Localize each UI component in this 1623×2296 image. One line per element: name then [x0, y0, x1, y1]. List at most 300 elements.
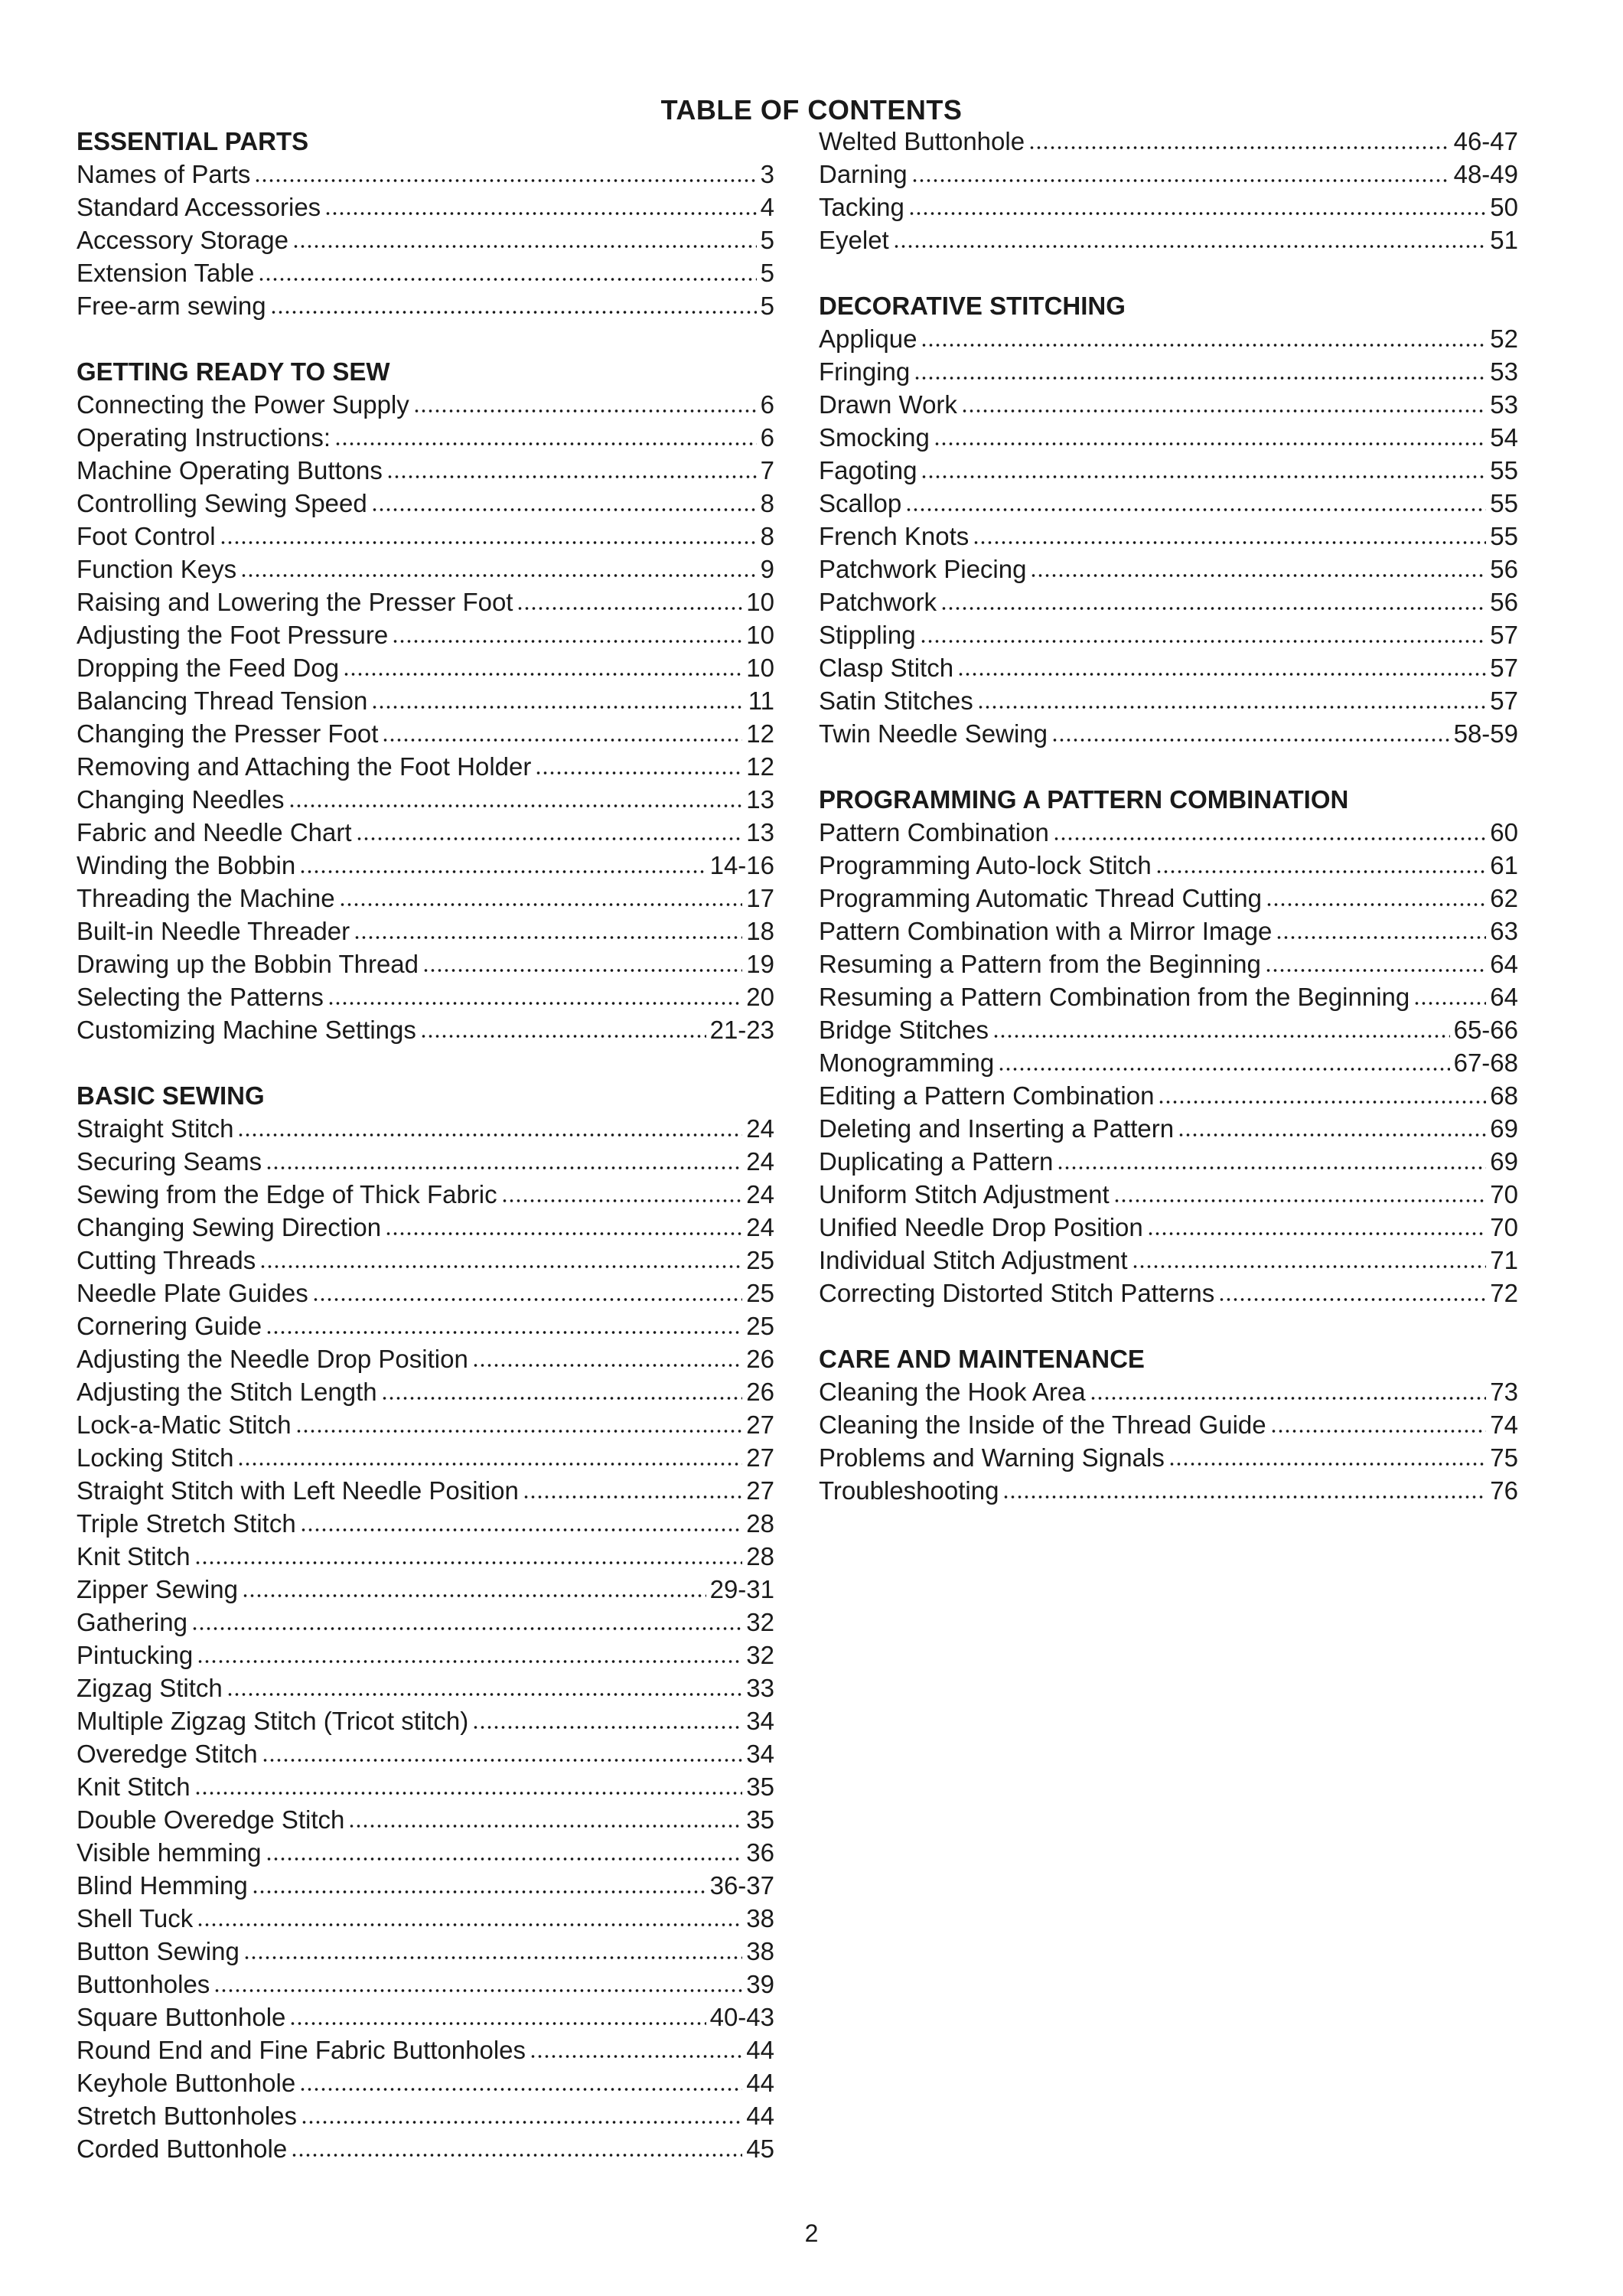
- toc-entry-title: Controlling Sewing Speed: [77, 489, 367, 517]
- dot-leader: [530, 2035, 742, 2059]
- toc-entry-page: 19: [746, 950, 774, 978]
- toc-entry: [77, 684, 774, 717]
- toc-entry-title: Knit Stitch: [77, 1542, 191, 1570]
- toc-entry-title: Gathering: [77, 1608, 187, 1636]
- toc-entry: [77, 750, 774, 783]
- toc-entry-page: 29-31: [709, 1575, 774, 1603]
- dot-leader: [213, 1969, 742, 1993]
- toc-entry-page: 65-66: [1453, 1016, 1518, 1044]
- toc-entry: [77, 1606, 774, 1639]
- dot-leader: [961, 390, 1486, 413]
- toc-entry-page: 25: [746, 1279, 774, 1307]
- dot-leader: [237, 1114, 742, 1137]
- toc-entry-page: 69: [1490, 1147, 1518, 1176]
- toc-entry-page: 13: [746, 785, 774, 814]
- toc-entry-page: 10: [746, 654, 774, 682]
- dot-leader: [501, 1179, 743, 1203]
- toc-entry: [77, 2033, 774, 2066]
- toc-entry-title: Bridge Stitches: [819, 1016, 989, 1044]
- page-number: 2: [804, 2219, 819, 2247]
- dot-leader: [973, 521, 1486, 545]
- toc-entry-title: Resuming a Pattern from the Beginning: [819, 950, 1261, 978]
- dot-leader: [911, 159, 1450, 183]
- toc-entry-page: 56: [1490, 588, 1518, 616]
- dot-leader: [1265, 949, 1486, 973]
- toc-entry-page: 61: [1490, 851, 1518, 879]
- toc-entry-page: 71: [1490, 1246, 1518, 1274]
- toc-entry-title: Built-in Needle Threader: [77, 917, 350, 945]
- toc-entry: [77, 1803, 774, 1836]
- toc-entry: [819, 1375, 1518, 1408]
- dot-leader: [535, 752, 742, 775]
- dot-leader: [1266, 883, 1486, 907]
- dot-leader: [940, 587, 1486, 611]
- toc-entry-title: French Knots: [819, 522, 970, 550]
- toc-entry-title: Cornering Guide: [77, 1312, 262, 1340]
- toc-entry-page: 48-49: [1453, 160, 1518, 188]
- toc-entry-title: Foot Control: [77, 522, 216, 550]
- toc-entry-page: 38: [746, 1904, 774, 1932]
- dot-leader: [1147, 1212, 1487, 1236]
- toc-entry: [819, 882, 1518, 915]
- dot-leader: [291, 2134, 742, 2157]
- toc-entry-title: Machine Operating Buttons: [77, 456, 383, 484]
- dot-leader: [371, 488, 757, 512]
- toc-entry-page: 35: [746, 1773, 774, 1801]
- toc-entry-title: Button Sewing: [77, 1937, 240, 1965]
- toc-entry-page: 11: [748, 687, 774, 715]
- toc-entry-page: 34: [746, 1740, 774, 1768]
- toc-entry-page: 21-23: [709, 1016, 774, 1044]
- toc-entry: [77, 1869, 774, 1902]
- toc-entry: [77, 1178, 774, 1211]
- dot-leader: [1218, 1278, 1486, 1302]
- toc-entry-title: Eyelet: [819, 226, 889, 254]
- toc-right-column: [819, 125, 1518, 1507]
- toc-entry-page: 25: [746, 1246, 774, 1274]
- toc-entry-page: 32: [746, 1641, 774, 1669]
- toc-entry-title: Monogramming: [819, 1049, 995, 1077]
- dot-leader: [191, 1607, 742, 1631]
- toc-section-care-and-maintenance: [819, 1342, 1518, 1507]
- toc-entry: [819, 1408, 1518, 1441]
- toc-entry-page: 4: [760, 193, 774, 221]
- toc-entry: [77, 1013, 774, 1046]
- toc-entry: [77, 1737, 774, 1770]
- toc-entry: [819, 947, 1518, 980]
- toc-entry-title: Clasp Stitch: [819, 654, 954, 682]
- toc-entry-page: 53: [1490, 390, 1518, 419]
- toc-entry-title: Cleaning the Hook Area: [819, 1378, 1086, 1406]
- dot-leader: [386, 455, 757, 479]
- toc-entry-page: 6: [760, 390, 774, 419]
- toc-entry-page: 27: [746, 1443, 774, 1472]
- toc-entry: [77, 651, 774, 684]
- toc-entry-title: Accessory Storage: [77, 226, 288, 254]
- toc-entry: [77, 1671, 774, 1704]
- toc-entry-title: Square Buttonhole: [77, 2003, 286, 2031]
- toc-entry-title: Lock-a-Matic Stitch: [77, 1411, 292, 1439]
- toc-entry-page: 10: [746, 588, 774, 616]
- toc-entry-title: Threading the Machine: [77, 884, 335, 912]
- toc-entry-title: Adjusting the Stitch Length: [77, 1378, 377, 1406]
- dot-leader: [1030, 554, 1486, 578]
- dot-leader: [266, 1838, 743, 1861]
- dot-leader: [266, 1311, 742, 1335]
- toc-entry-page: 10: [746, 621, 774, 649]
- dot-leader: [908, 192, 1486, 216]
- toc-entry-page: 20: [746, 983, 774, 1011]
- toc-entry-title: Welted Buttonhole: [819, 127, 1025, 155]
- toc-entry-title: Straight Stitch with Left Needle Position: [77, 1476, 519, 1505]
- toc-entry-page: 38: [746, 1937, 774, 1965]
- toc-entry-title: Darning: [819, 160, 908, 188]
- toc-entry-title: Troubleshooting: [819, 1476, 999, 1505]
- toc-entry-page: 64: [1490, 950, 1518, 978]
- dot-leader: [292, 225, 757, 249]
- toc-entry-title: Selecting the Patterns: [77, 983, 324, 1011]
- toc-entry-title: Patchwork Piecing: [819, 555, 1027, 583]
- toc-entry: [819, 618, 1518, 651]
- toc-entry: [819, 1178, 1518, 1211]
- toc-entry-title: Stippling: [819, 621, 916, 649]
- dot-leader: [299, 2068, 742, 2092]
- toc-entry: [819, 980, 1518, 1013]
- section-heading: PROGRAMMING A PATTERN COMBINATION: [819, 785, 1349, 814]
- toc-entry-page: 70: [1490, 1180, 1518, 1208]
- dot-leader: [339, 883, 743, 907]
- toc-entry: [77, 1408, 774, 1441]
- dot-leader: [1057, 1146, 1486, 1170]
- toc-entry-page: 27: [746, 1411, 774, 1439]
- dot-leader: [300, 1508, 743, 1532]
- dot-leader: [385, 1212, 742, 1236]
- toc-entry: [819, 553, 1518, 585]
- toc-entry-title: Adjusting the Foot Pressure: [77, 621, 389, 649]
- dot-leader: [242, 1574, 706, 1598]
- dot-leader: [977, 686, 1487, 709]
- toc-entry-page: 70: [1490, 1213, 1518, 1241]
- toc-entry-page: 13: [746, 818, 774, 846]
- toc-entry: [77, 849, 774, 882]
- toc-entry-title: Free-arm sewing: [77, 292, 266, 320]
- toc-entry-page: 5: [760, 259, 774, 287]
- dot-leader: [992, 1015, 1450, 1039]
- dot-leader: [289, 2002, 706, 2026]
- toc-entry-page: 57: [1490, 687, 1518, 715]
- toc-entry-title: Zigzag Stitch: [77, 1674, 223, 1702]
- toc-entry-page: 18: [746, 917, 774, 945]
- toc-entry-title: Unified Needle Drop Position: [819, 1213, 1143, 1241]
- toc-entry-title: Patchwork: [819, 588, 937, 616]
- section-heading: BASIC SEWING: [77, 1081, 265, 1110]
- toc-entry-page: 40-43: [709, 2003, 774, 2031]
- dot-leader: [227, 1673, 743, 1697]
- toc-entry-title: Operating Instructions:: [77, 423, 331, 452]
- toc-entry-title: Securing Seams: [77, 1147, 262, 1176]
- dot-leader: [197, 1640, 742, 1664]
- toc-entry: [77, 1507, 774, 1540]
- dot-leader: [998, 1048, 1449, 1071]
- dot-leader: [328, 982, 742, 1006]
- toc-entry-title: Tacking: [819, 193, 904, 221]
- toc-entry: [77, 915, 774, 947]
- dot-leader: [920, 620, 1487, 644]
- dot-leader: [356, 817, 743, 841]
- dot-leader: [914, 357, 1486, 380]
- dot-leader: [921, 455, 1486, 479]
- toc-entry: [819, 1046, 1518, 1079]
- toc-entry: [77, 421, 774, 454]
- dot-leader: [220, 521, 757, 545]
- dot-leader: [1090, 1377, 1487, 1401]
- toc-entry-page: 26: [746, 1378, 774, 1406]
- dot-leader: [934, 422, 1486, 446]
- toc-entry-page: 46-47: [1453, 127, 1518, 155]
- toc-entry-title: Smocking: [819, 423, 930, 452]
- toc-entry-title: Names of Parts: [77, 160, 251, 188]
- toc-entry-title: Pintucking: [77, 1641, 194, 1669]
- toc-entry-title: Twin Needle Sewing: [819, 719, 1048, 748]
- dot-leader: [420, 1015, 706, 1039]
- toc-entry: [77, 553, 774, 585]
- toc-entry: [819, 1079, 1518, 1112]
- dot-leader: [1002, 1476, 1486, 1499]
- toc-entry-title: Zipper Sewing: [77, 1575, 238, 1603]
- dot-leader: [957, 653, 1486, 677]
- toc-entry-title: Problems and Warning Signals: [819, 1443, 1165, 1472]
- toc-entry: [819, 388, 1518, 421]
- toc-entry-title: Changing Needles: [77, 785, 285, 814]
- toc-entry: [77, 1902, 774, 1935]
- dot-leader: [237, 1443, 742, 1466]
- toc-entry-page: 55: [1490, 522, 1518, 550]
- toc-entry-page: 32: [746, 1608, 774, 1636]
- toc-entry: [77, 947, 774, 980]
- dot-leader: [266, 1146, 742, 1170]
- toc-section-basic-sewing: [77, 1079, 774, 2165]
- dot-leader: [1168, 1443, 1486, 1466]
- dot-leader: [893, 225, 1487, 249]
- toc-entry-page: 36-37: [709, 1871, 774, 1900]
- toc-entry-page: 9: [760, 555, 774, 583]
- toc-entry: [819, 1211, 1518, 1244]
- toc-entry-page: 28: [746, 1509, 774, 1538]
- dot-leader: [517, 587, 742, 611]
- toc-entry-page: 45: [746, 2135, 774, 2163]
- toc-left-column: [77, 125, 774, 2165]
- toc-entry: [77, 520, 774, 553]
- toc-entry: [77, 2099, 774, 2132]
- toc-entry: [819, 1112, 1518, 1145]
- toc-entry-page: 27: [746, 1476, 774, 1505]
- toc-entry-title: Double Overedge Stitch: [77, 1805, 345, 1834]
- toc-entry-page: 57: [1490, 621, 1518, 649]
- toc-entry-title: Overedge Stitch: [77, 1740, 258, 1768]
- toc-entry-page: 58-59: [1453, 719, 1518, 748]
- toc-entry-title: Drawing up the Bobbin Thread: [77, 950, 419, 978]
- toc-entry: [77, 1375, 774, 1408]
- toc-entry: [77, 980, 774, 1013]
- toc-entry-page: 67-68: [1453, 1049, 1518, 1077]
- toc-entry: [77, 1441, 774, 1474]
- toc-entry-title: Triple Stretch Stitch: [77, 1509, 296, 1538]
- toc-entry-title: Keyhole Buttonhole: [77, 2069, 296, 2097]
- toc-entry: [77, 454, 774, 487]
- toc-entry: [819, 487, 1518, 520]
- toc-entry-page: 33: [746, 1674, 774, 1702]
- toc-entry: [819, 520, 1518, 553]
- toc-entry-title: Fringing: [819, 357, 911, 386]
- dot-leader: [240, 554, 757, 578]
- toc-entry: [77, 816, 774, 849]
- toc-entry-page: 5: [760, 226, 774, 254]
- toc-entry-page: 63: [1490, 917, 1518, 945]
- toc-entry: [819, 1145, 1518, 1178]
- toc-entry-page: 12: [746, 719, 774, 748]
- dot-leader: [312, 1278, 743, 1302]
- toc-entry-title: Round End and Fine Fabric Buttonholes: [77, 2036, 526, 2064]
- toc-entry-page: 55: [1490, 489, 1518, 517]
- dot-leader: [392, 620, 742, 644]
- toc-section-getting-ready-to-sew: [77, 355, 774, 1046]
- toc-entry: [819, 816, 1518, 849]
- toc-entry-page: 44: [746, 2069, 774, 2097]
- toc-entry: [819, 1244, 1518, 1277]
- toc-entry-title: Winding the Bobbin: [77, 851, 296, 879]
- toc-entry-title: Changing the Presser Foot: [77, 719, 379, 748]
- toc-entry-page: 26: [746, 1345, 774, 1373]
- toc-entry-title: Fagoting: [819, 456, 917, 484]
- dot-leader: [299, 850, 706, 874]
- toc-entry-page: 53: [1490, 357, 1518, 386]
- toc-entry-page: 55: [1490, 456, 1518, 484]
- toc-entry-page: 73: [1490, 1378, 1518, 1406]
- toc-entry: [77, 1211, 774, 1244]
- dot-leader: [1053, 817, 1486, 841]
- toc-entry-page: 54: [1490, 423, 1518, 452]
- toc-entry-title: Correcting Distorted Stitch Patterns: [819, 1279, 1215, 1307]
- toc-entry-page: 60: [1490, 818, 1518, 846]
- toc-entry-title: Deleting and Inserting a Pattern: [819, 1114, 1175, 1143]
- toc-entry-page: 14-16: [709, 851, 774, 879]
- toc-entry: [77, 256, 774, 289]
- toc-entry-page: 68: [1490, 1081, 1518, 1110]
- toc-entry: [77, 1112, 774, 1145]
- toc-entry-page: 7: [760, 456, 774, 484]
- toc-entry-title: Uniform Stitch Adjustment: [819, 1180, 1110, 1208]
- toc-entry: [77, 1277, 774, 1309]
- toc-entry: [77, 2132, 774, 2165]
- toc-entry-title: Standard Accessories: [77, 193, 321, 221]
- toc-entry-page: 24: [746, 1213, 774, 1241]
- toc-entry-page: 50: [1490, 193, 1518, 221]
- toc-entry: [77, 2001, 774, 2033]
- toc-entry-page: 44: [746, 2102, 774, 2130]
- section-heading: GETTING READY TO SEW: [77, 357, 390, 386]
- dot-leader: [413, 390, 757, 413]
- toc-entry: [77, 289, 774, 322]
- dot-leader: [348, 1805, 742, 1828]
- toc-entry: [77, 1474, 774, 1507]
- dot-leader: [1028, 126, 1450, 150]
- toc-entry-page: 12: [746, 752, 774, 781]
- toc-entry-title: Customizing Machine Settings: [77, 1016, 416, 1044]
- toc-entry: [819, 125, 1518, 158]
- toc-entry-title: Cleaning the Inside of the Thread Guide: [819, 1411, 1266, 1439]
- toc-entry: [77, 618, 774, 651]
- toc-entry-title: Locking Stitch: [77, 1443, 234, 1472]
- toc-entry-page: 8: [760, 489, 774, 517]
- toc-entry: [819, 421, 1518, 454]
- toc-entry-title: Pattern Combination with a Mirror Image: [819, 917, 1273, 945]
- dot-leader: [194, 1541, 743, 1565]
- dot-leader: [324, 192, 756, 216]
- dot-leader: [422, 949, 742, 973]
- toc-entry-title: Resuming a Pattern Combination from the Beginning: [819, 983, 1410, 1011]
- toc-entry: [819, 223, 1518, 256]
- dot-leader: [288, 784, 743, 808]
- toc-entry: [77, 1573, 774, 1606]
- dot-leader: [254, 159, 756, 183]
- toc-entry-page: 35: [746, 1805, 774, 1834]
- toc-entry-page: 75: [1490, 1443, 1518, 1472]
- toc-entry-page: 44: [746, 2036, 774, 2064]
- dot-leader: [295, 1410, 743, 1433]
- dot-leader: [301, 2101, 742, 2125]
- toc-entry-title: Shell Tuck: [77, 1904, 194, 1932]
- dot-leader: [1413, 982, 1486, 1006]
- toc-entry-title: Raising and Lowering the Presser Foot: [77, 588, 513, 616]
- toc-entry-page: 69: [1490, 1114, 1518, 1143]
- section-heading: CARE AND MAINTENANCE: [819, 1345, 1145, 1373]
- toc-entry-page: 24: [746, 1147, 774, 1176]
- dot-leader: [194, 1772, 743, 1795]
- toc-entry: [77, 1342, 774, 1375]
- toc-entry: [77, 1836, 774, 1869]
- toc-entry: [77, 783, 774, 816]
- toc-entry: [819, 1277, 1518, 1309]
- toc-entry: [819, 651, 1518, 684]
- dot-leader: [258, 258, 756, 282]
- toc-entry-title: Multiple Zigzag Stitch (Tricot stitch): [77, 1707, 469, 1735]
- toc-section-decorative-stitching: [819, 289, 1518, 750]
- section-heading: DECORATIVE STITCHING: [819, 292, 1126, 320]
- toc-entry-title: Corded Buttonhole: [77, 2135, 288, 2163]
- toc-entry: [77, 1935, 774, 1968]
- toc-entry: [77, 585, 774, 618]
- dot-leader: [1155, 850, 1487, 874]
- dot-leader: [472, 1706, 742, 1730]
- toc-entry-page: 62: [1490, 884, 1518, 912]
- toc-entry: [819, 849, 1518, 882]
- toc-entry: [819, 717, 1518, 750]
- dot-leader: [921, 324, 1486, 347]
- toc-entry: [819, 684, 1518, 717]
- toc-entry-title: Duplicating a Pattern: [819, 1147, 1054, 1176]
- toc-entry-title: Extension Table: [77, 259, 255, 287]
- toc-entry: [819, 915, 1518, 947]
- dot-leader: [1270, 1410, 1487, 1433]
- toc-entry-title: Knit Stitch: [77, 1773, 191, 1801]
- toc-entry-title: Cutting Threads: [77, 1246, 256, 1274]
- toc-entry-page: 25: [746, 1312, 774, 1340]
- toc-entry-title: Scallop: [819, 489, 902, 517]
- toc-entry-page: 36: [746, 1838, 774, 1867]
- toc-entry-page: 57: [1490, 654, 1518, 682]
- toc-entry-title: Individual Stitch Adjustment: [819, 1246, 1128, 1274]
- dot-leader: [905, 488, 1486, 512]
